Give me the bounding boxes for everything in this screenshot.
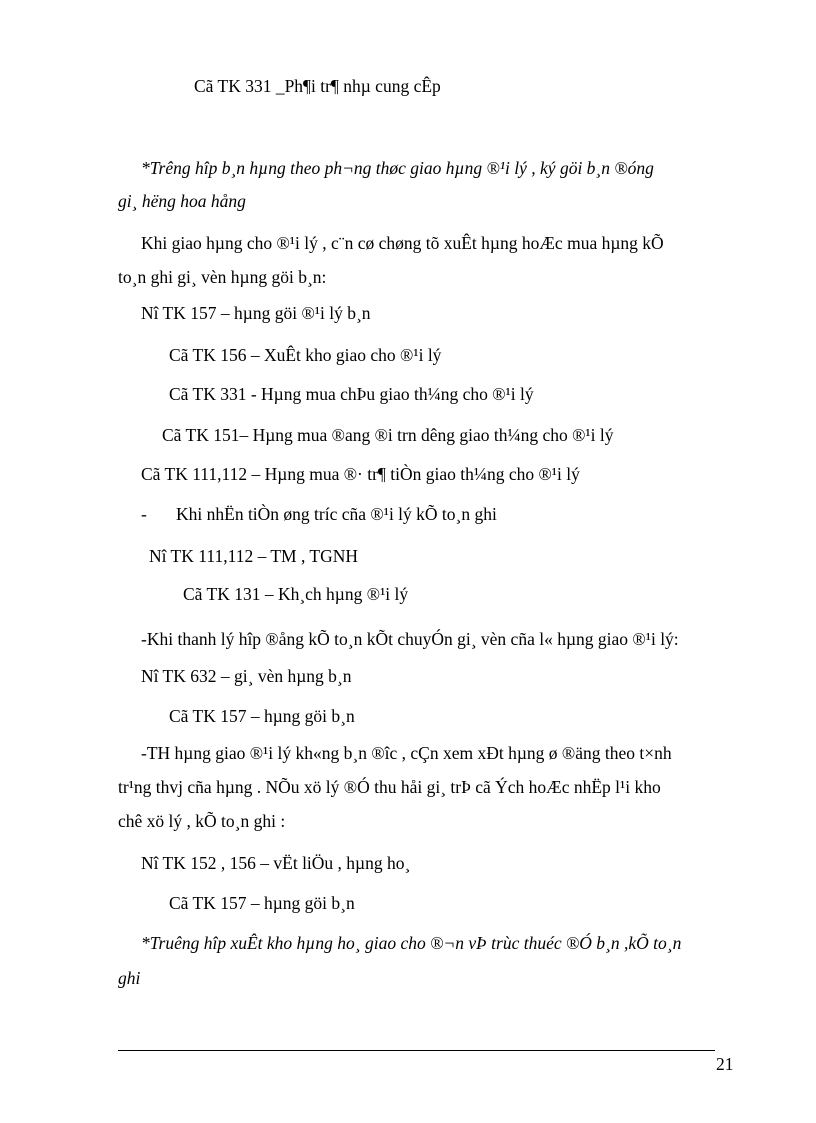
text-line-8: Cã TK 331 - Hµng mua chÞu giao th¼ng cho ®¹i lý	[169, 384, 534, 404]
text-line-14: -Khi thanh lý hîp ®ång kÕ to¸n kÕt chuyÓn gi¸ vèn cña l« hµng giao ®¹i lý:	[141, 629, 679, 649]
text-line-4: Khi giao hµng cho ®¹i lý , c¨n cø chøng tõ xuÊt hµng hoÆc mua hµng kÕ	[141, 233, 664, 253]
text-line-21: Cã TK 157 – hµng göi b¸n	[169, 893, 355, 913]
text-line-22: *Truêng hîp xuÊt kho hµng ho¸ giao cho ®¬n vÞ trùc thuéc ®Ó b¸n ,kÕ to¸n	[141, 933, 682, 953]
footer-rule	[118, 1050, 715, 1051]
text-line-12: Nî TK 111,112 – TM , TGNH	[149, 546, 359, 566]
text-line-7: Cã TK 156 – XuÊt kho giao cho ®¹i lý	[169, 345, 442, 365]
text-line-9: Cã TK 151– Hµng mua ®ang ®i trn dêng giao th¼ng cho ®¹i lý	[162, 425, 614, 445]
text-line-13: Cã TK 131 – Kh¸ch hµng ®¹i lý	[183, 584, 409, 604]
text-line-15: Nî TK 632 – gi¸ vèn hµng b¸n	[141, 666, 352, 686]
text-line-5: to¸n ghi gi¸ vèn hµng göi b¸n:	[118, 267, 327, 287]
text-line-1: Cã TK 331 _Ph¶i tr¶ nhµ cung cÊp	[194, 76, 441, 96]
text-line-3: gi¸ hëng hoa hång	[118, 191, 246, 211]
text-line-6: Nî TK 157 – hµng göi ®¹i lý b¸n	[141, 303, 371, 323]
text-line-17: -TH hµng giao ®¹i lý kh«ng b¸n ®îc , cÇn xem xÐt hµng ø ®äng theo t×nh	[141, 743, 672, 763]
text-line-23: ghi	[118, 968, 141, 988]
text-line-20: Nî TK 152 , 156 – vËt liÖu , hµng ho¸	[141, 853, 411, 873]
bullet-dash: -	[141, 504, 147, 524]
text-line-16: Cã TK 157 – hµng göi b¸n	[169, 706, 355, 726]
page-number: 21	[716, 1054, 734, 1074]
text-line-10: Cã TK 111,112 – Hµng mua ®· tr¶ tiÒn giao th¼ng cho ®¹i lý	[141, 464, 580, 484]
text-line-11: Khi nhËn tiÒn øng tríc cña ®¹i lý kÕ to¸n ghi	[176, 504, 497, 524]
text-line-18: tr¹ng thvj cña hµng . NÕu xö lý ®Ó thu håi gi¸ trÞ cã Ých hoÆc nhËp l¹i kho	[118, 777, 661, 797]
text-line-2: *Trêng hîp b¸n hµng theo ph¬ng thøc giao hµng ®¹i lý , ký göi b¸n ®óng	[141, 158, 654, 178]
text-line-19: chê xö lý , kÕ to¸n ghi :	[118, 811, 286, 831]
